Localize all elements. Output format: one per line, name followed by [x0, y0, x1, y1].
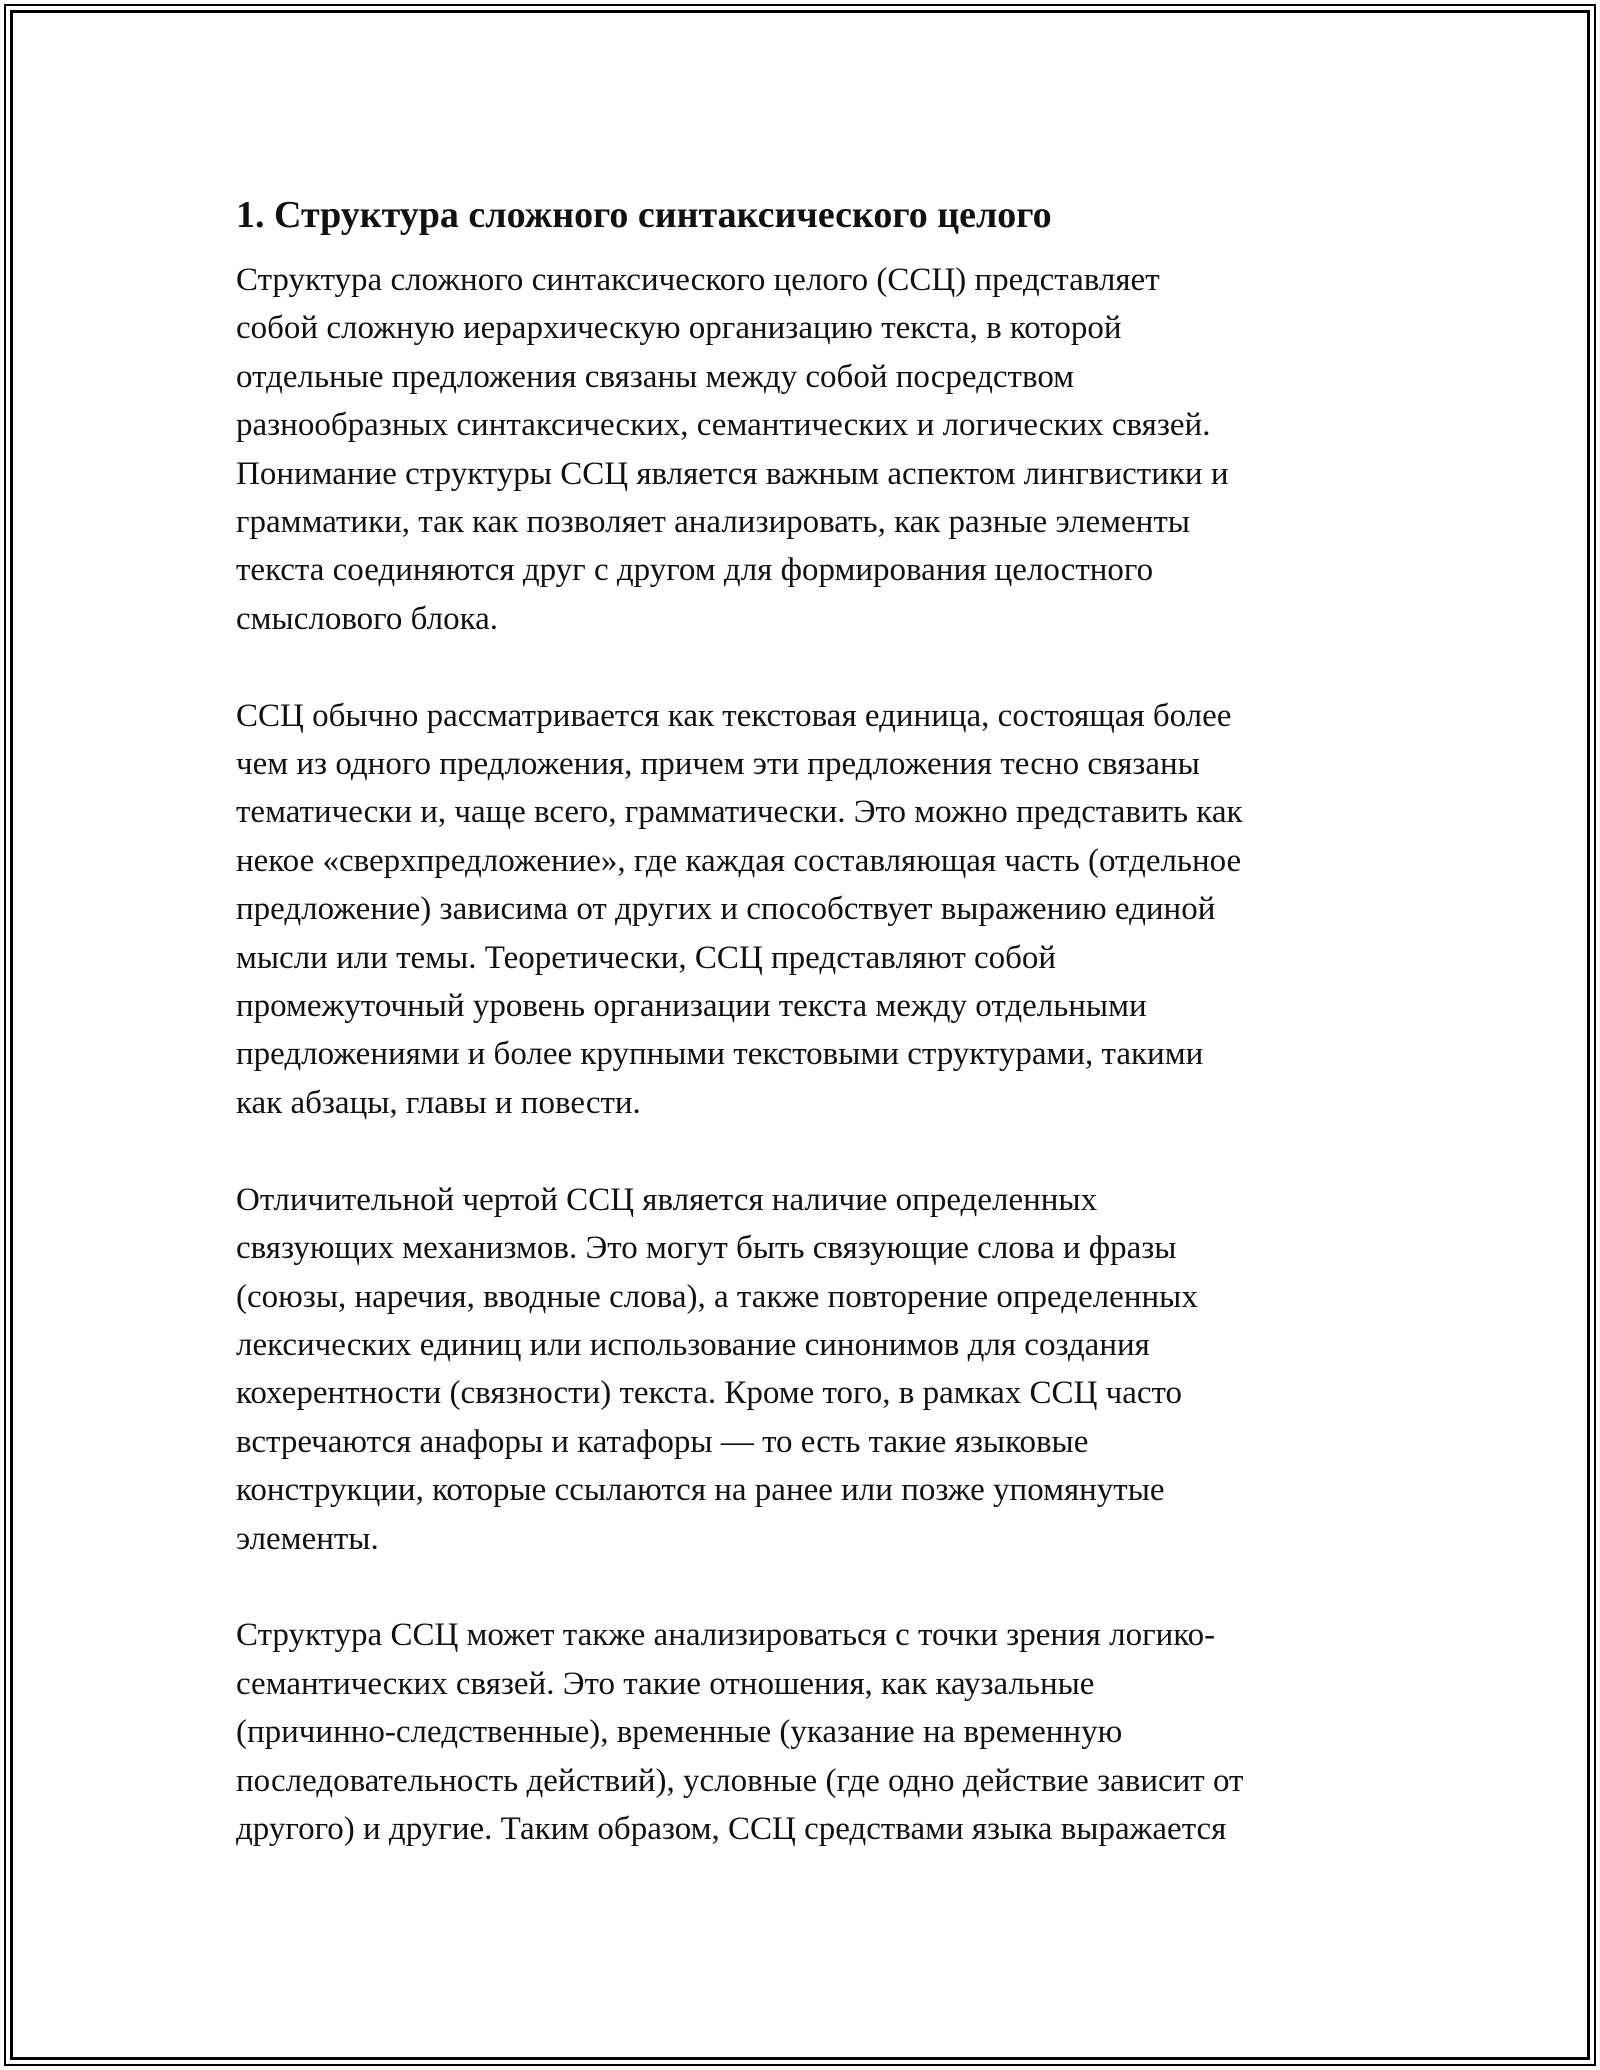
paragraph	[236, 1611, 1366, 1853]
document-body	[236, 188, 1366, 1853]
text-line: мысли или темы. Теоретически, ССЦ представляют собой	[236, 939, 1057, 976]
text-line: Структура ССЦ может также анализироваться с точки зрения логико-	[236, 1617, 1216, 1654]
text-line: другого) и другие. Таким образом, ССЦ средствами языка выражается	[236, 1810, 1227, 1847]
text-line: Отличительной чертой ССЦ является наличие определенных	[236, 1181, 1098, 1218]
text-line: (союзы, наречия, вводные слова), а также повторение определенных	[236, 1278, 1198, 1315]
text-line: разнообразных синтаксических, семантических и логических связей.	[236, 407, 1211, 444]
text-line: предложение) зависима от других и способствует выражению единой	[236, 891, 1216, 928]
paragraph	[236, 256, 1366, 643]
text-line: Понимание структуры ССЦ является важным аспектом лингвистики и	[236, 455, 1229, 492]
text-line: Структура сложного синтаксического целого (ССЦ) представляет	[236, 262, 1160, 298]
text-line: промежуточный уровень организации текста между отдельными	[236, 988, 1147, 1025]
text-line: последовательность действий), условные (где одно действие зависит от	[236, 1762, 1244, 1799]
text-line: ССЦ обычно рассматривается как текстовая единица, состоящая более	[236, 697, 1232, 734]
text-line: элементы.	[236, 1520, 379, 1557]
text-line: предложениями и более крупными текстовыми структурами, такими	[236, 1036, 1204, 1073]
text-line: некое «сверхпредложение», где каждая составляющая часть (отдельное	[236, 842, 1242, 879]
text-line: как абзацы, главы и повести.	[236, 1084, 641, 1121]
text-line: чем из одного предложения, причем эти предложения тесно связаны	[236, 746, 1200, 783]
section-heading: 1. Структура сложного синтаксического целого	[236, 194, 1052, 236]
text-line: связующих механизмов. Это могут быть связующие слова и фразы	[236, 1230, 1177, 1267]
text-line: собой сложную иерархическую организацию текста, в которой	[236, 310, 1122, 347]
text-line: тематически и, чаще всего, грамматически. Это можно представить как	[236, 794, 1243, 831]
text-line: отдельные предложения связаны между собой посредством	[236, 358, 1075, 395]
text-line: семантических связей. Это такие отношения, как каузальные	[236, 1665, 1095, 1702]
text-line: текста соединяются друг с другом для формирования целостного	[236, 552, 1154, 589]
text-line: грамматики, так как позволяет анализировать, как разные элементы	[236, 504, 1190, 541]
paragraph	[236, 1176, 1366, 1563]
text-line: встречаются анафоры и катафоры — то есть такие языковые	[236, 1423, 1089, 1460]
text-line: конструкции, которые ссылаются на ранее или позже упомянутые	[236, 1472, 1165, 1509]
text-line: (причинно-следственные), временные (указание на временную	[236, 1714, 1123, 1751]
paragraph	[236, 692, 1366, 1128]
text-line: смыслового блока.	[236, 600, 499, 637]
text-line: лексических единиц или использование синонимов для создания	[236, 1326, 1150, 1363]
text-line: кохерентности (связности) текста. Кроме того, в рамках ССЦ часто	[236, 1375, 1183, 1412]
